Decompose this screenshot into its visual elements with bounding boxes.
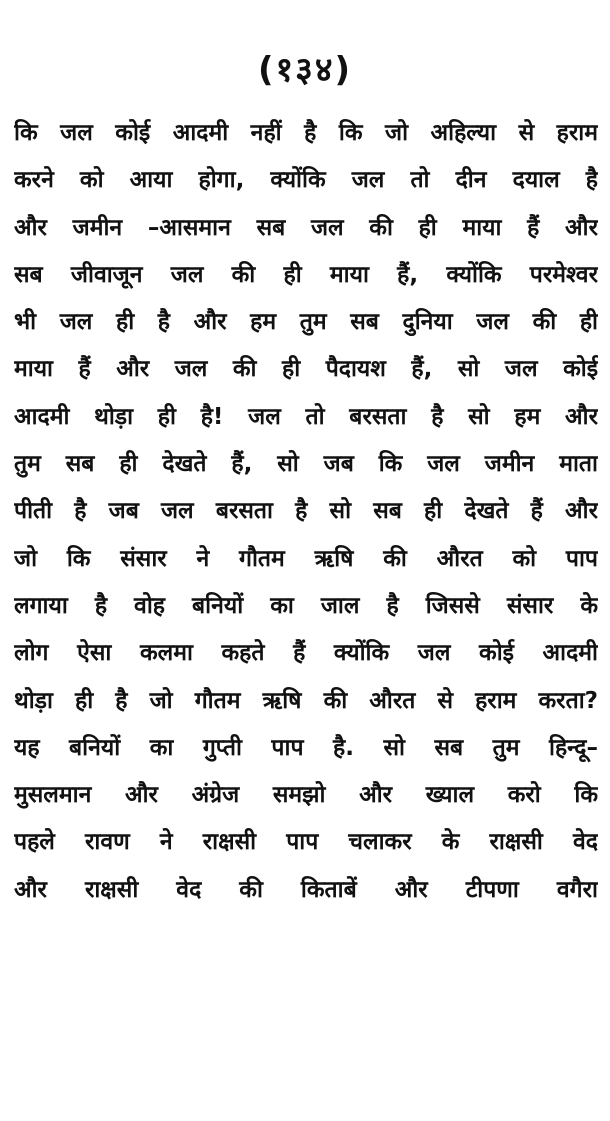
text-line: कि जल कोई आदमी नहीं है कि जो अहिल्या से हराम <box>14 120 598 146</box>
text-line: मुसलमान और अंग्रेज समझो और ख्याल करो कि <box>14 782 598 809</box>
text-line: करने को आया होगा, क्योंकि जल तो दीन दयाल है <box>14 167 598 194</box>
text-line: पहले रावण ने राक्षसी पाप चलाकर के राक्षसी वेद <box>14 829 598 856</box>
text-line: माया हैं और जल की ही पैदायश हैं, सो जल कोई <box>14 356 598 383</box>
text-line: जो कि संसार ने गौतम ऋषि की औरत को पाप <box>14 545 598 572</box>
text-line: आदमी थोड़ा ही है! जल तो बरसता है सो हम और <box>14 403 598 430</box>
text-line: और राक्षसी वेद की किताबें और टीपणा वगैरा <box>14 876 598 903</box>
text-line: थोड़ा ही है जो गौतम ऋषि की औरत से हराम करता? <box>14 687 598 714</box>
text-line: लगाया है वोह बनियों का जाल है जिससे संसार के <box>14 592 598 619</box>
page-body-text <box>14 110 598 914</box>
text-line: लोग ऐसा कलमा कहते हैं क्योंकि जल कोई आदमी <box>14 640 598 667</box>
text-line: सब जीवाजून जल की ही माया हैं, क्योंकि परमेश्वर <box>14 261 598 288</box>
text-line: पीती है जब जल बरसता है सो सब ही देखते हैं और <box>14 498 598 525</box>
text-line: भी जल ही है और हम तुम सब दुनिया जल की ही <box>14 309 598 336</box>
page-number: (१३४) <box>257 50 353 90</box>
text-line: और जमीन –आसमान सब जल की ही माया हैं और <box>14 214 598 241</box>
text-line: तुम सब ही देखते हैं, सो जब कि जल जमीन माता <box>14 451 598 478</box>
text-line: यह बनियों का गुप्ती पाप है. सो सब तुम हिन्दू– <box>14 734 598 761</box>
